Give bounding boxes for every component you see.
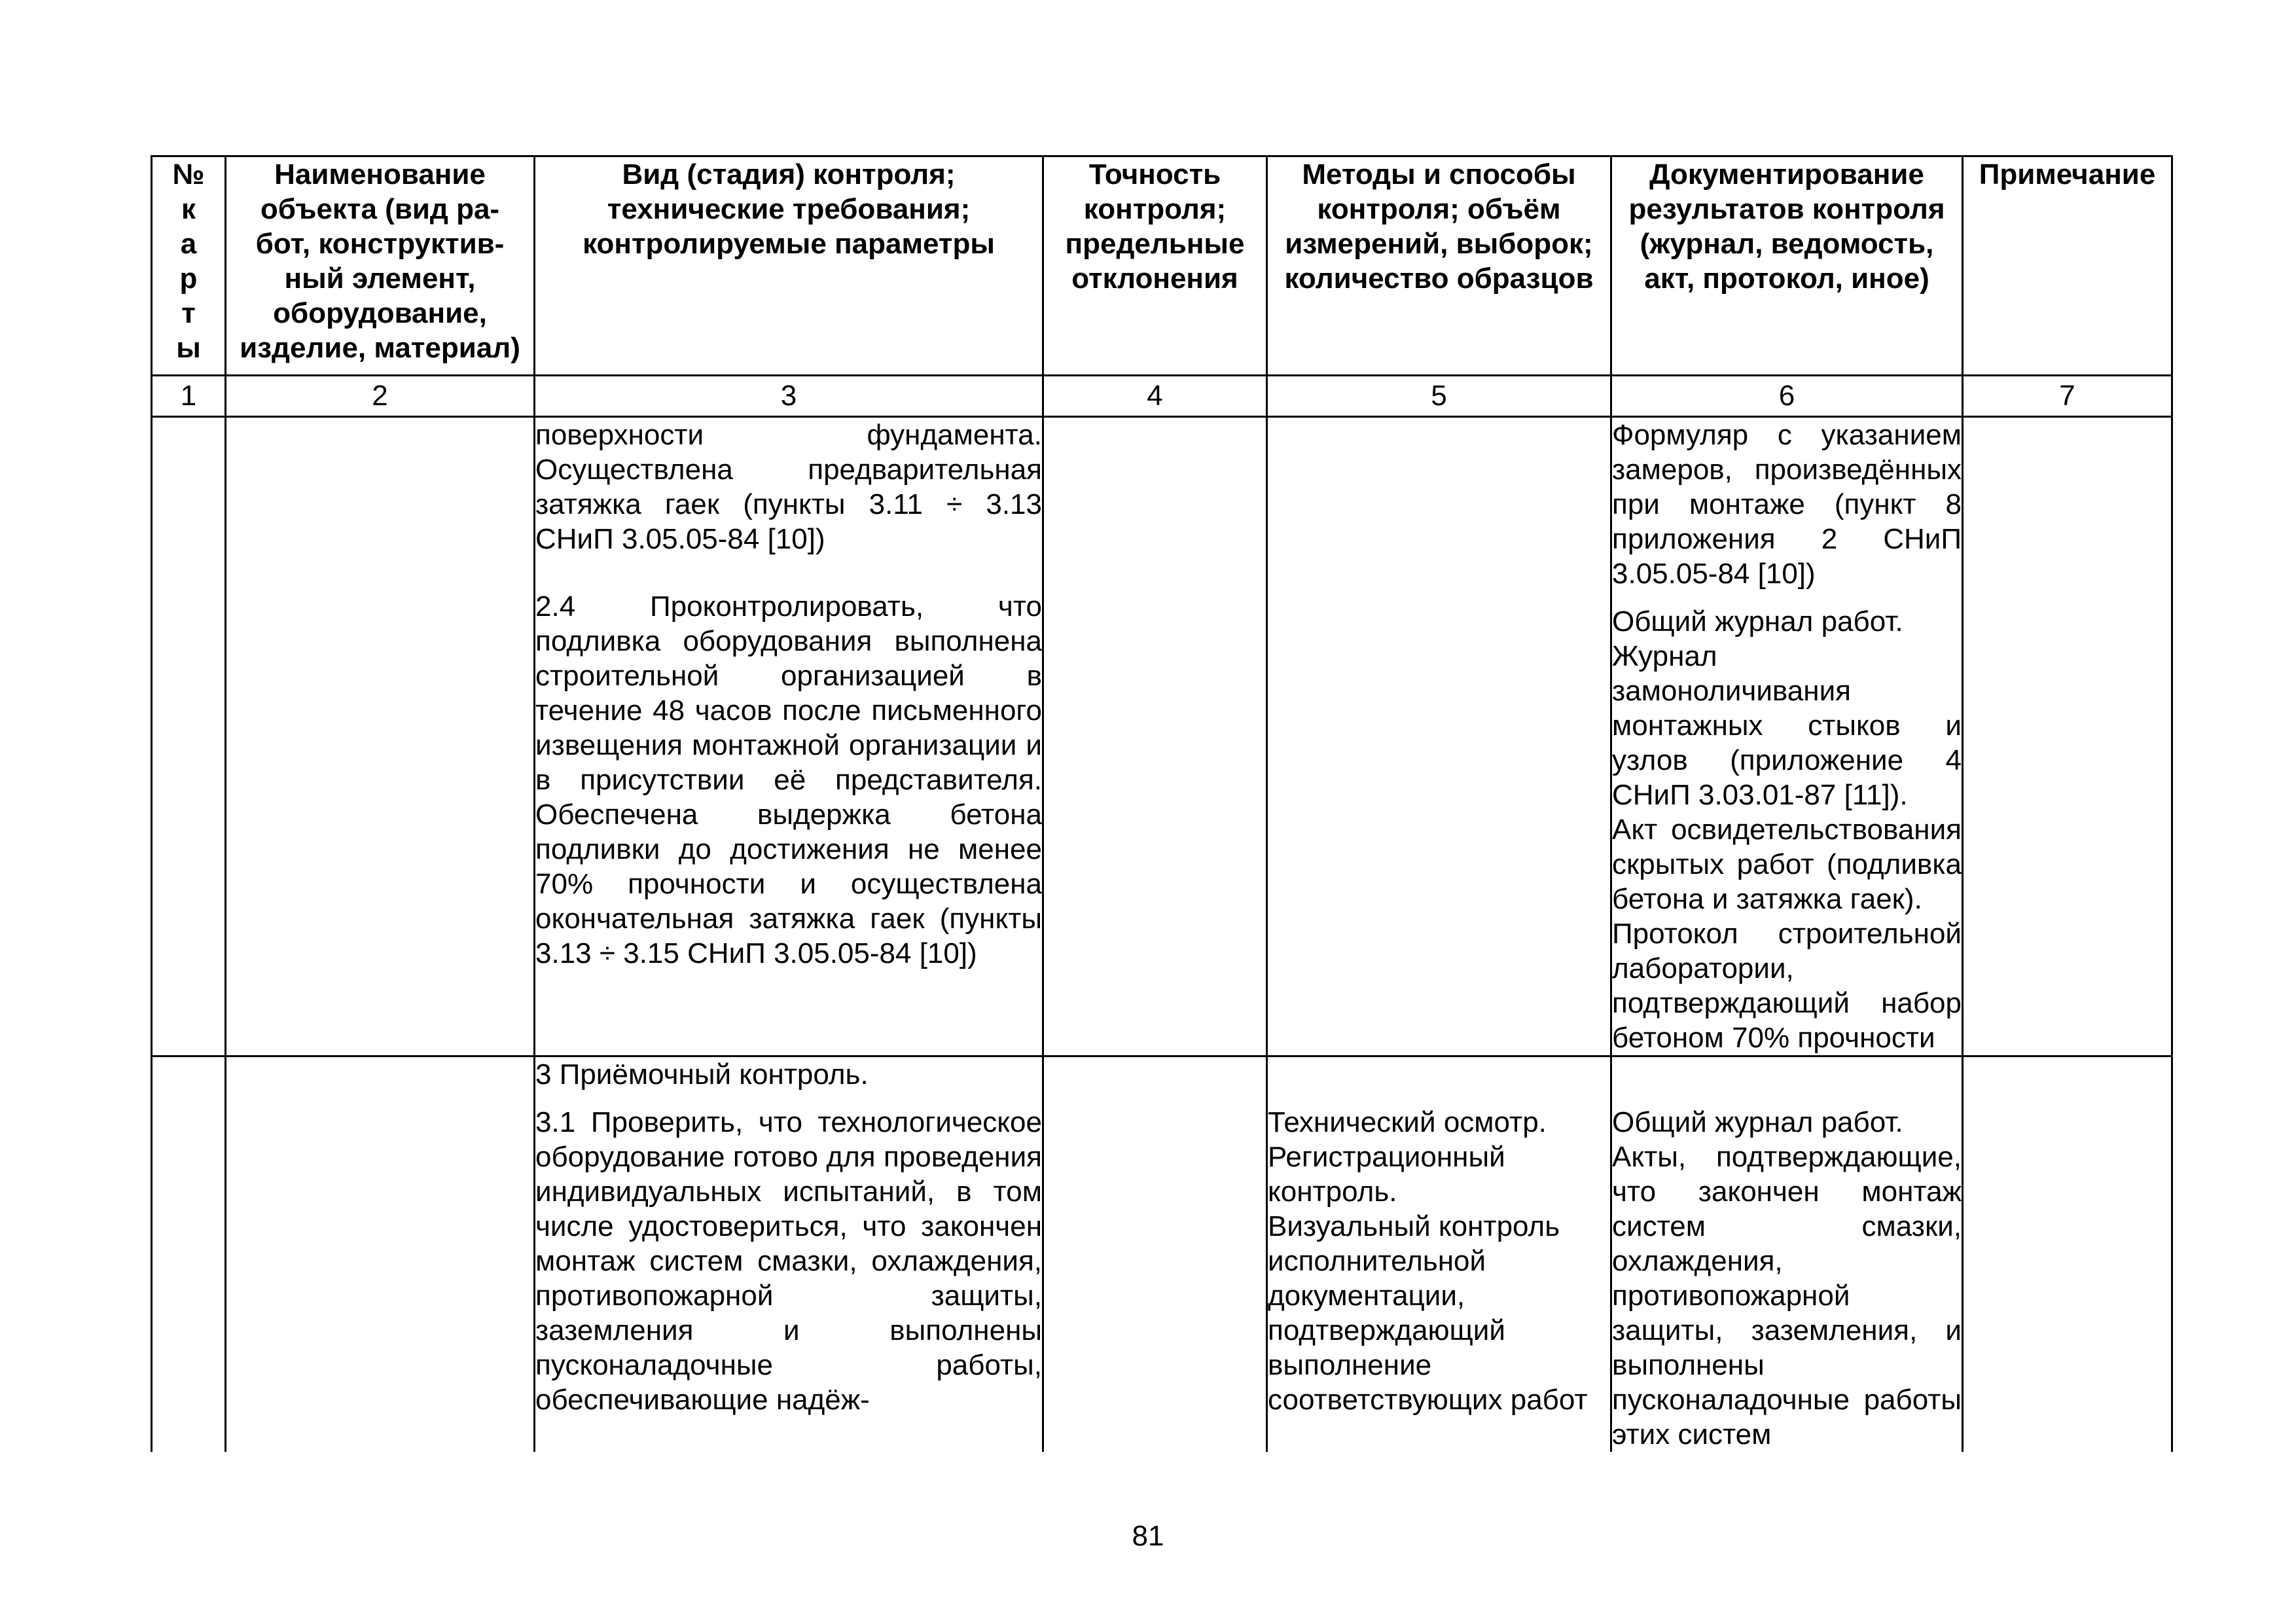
paragraph: Акты, подтверждающие, что закончен монтаж систем смазки, охлаждения, противопожарной защиты, заземления, и выполнены пусконаладочные работы этих систем xyxy=(1612,1141,1962,1451)
cell-control-type xyxy=(535,1056,1043,1453)
column-number: 1 xyxy=(152,376,226,417)
paragraph: Журнал замоноличивания монтажных стыков и узлов (приложение 4 СНиП 3.03.01-87 [11]). xyxy=(1612,640,1962,811)
header-card-number: № к а р т ы xyxy=(152,156,226,376)
page-number: 81 xyxy=(1132,1520,1164,1552)
paragraph: 3 Приёмочный контроль. xyxy=(535,1058,869,1091)
paragraph: 2.4 Проконтролировать, что подливка оборудования выполнена строительной организацией в течение 48 часов после письменного извещения монтажной организации и в присутствии её представителя. Обеспечена выдержка бетона подливки до достижения не менее 70% прочности и осуществлена окончательная затяжка гаек (пункты 3.13 ÷ 3.15 СНиП 3.05.05-84 [10]) xyxy=(535,590,1042,969)
table-row xyxy=(152,417,2172,1056)
header-note: Примечание xyxy=(1963,156,2172,376)
cell-control-type xyxy=(535,417,1043,1056)
paragraph: поверхности фундамента. Осуществлена предварительная затяжка гаек (пункты 3.11 ÷ 3.13 СНиП 3.05.05-84 [10]) xyxy=(535,419,1042,555)
paragraph: Акт освидетельствования скрытых работ (подливка бетона и затяжка гаек). xyxy=(1612,814,1962,915)
cell-accuracy xyxy=(1043,1056,1267,1453)
header-object-name: Наименование объекта (вид ра- бот, конструктив- ный элемент, оборудование, изделие, материал) xyxy=(226,156,535,376)
cell-accuracy xyxy=(1043,417,1267,1056)
table-row xyxy=(152,1056,2172,1453)
column-number: 7 xyxy=(1963,376,2172,417)
cell-card-number xyxy=(152,417,226,1056)
cell-methods xyxy=(1267,417,1611,1056)
cell-card-number xyxy=(152,1056,226,1453)
paragraph: Визуальный контроль исполнительной документации, подтверждающий выполнение соответствующих работ xyxy=(1268,1210,1588,1416)
paragraph: Формуляр с указанием замеров, произведённых при монтаже (пункт 8 приложения 2 СНиП 3.05.05-84 [10]) xyxy=(1612,419,1962,590)
paragraph: Общий журнал работ. xyxy=(1612,605,1903,638)
column-number: 3 xyxy=(535,376,1043,417)
header-accuracy: Точность контроля; предельные отклонения xyxy=(1043,156,1267,376)
cell-note xyxy=(1963,1056,2172,1453)
paragraph: Общий журнал работ. xyxy=(1612,1106,1903,1138)
header-methods: Методы и способы контроля; объём измерений, выборок; количество образцов xyxy=(1267,156,1611,376)
column-number: 4 xyxy=(1043,376,1267,417)
table-header-row xyxy=(152,156,2172,376)
paragraph: Протокол строительной лаборатории, подтверждающий набор бетоном 70% прочности xyxy=(1612,918,1962,1054)
column-number: 5 xyxy=(1267,376,1611,417)
column-number: 6 xyxy=(1611,376,1963,417)
column-number-row xyxy=(152,376,2172,417)
cell-methods xyxy=(1267,1056,1611,1453)
paragraph: Технический осмотр. xyxy=(1268,1106,1547,1138)
cell-object-name xyxy=(226,417,535,1056)
paragraph: 3.1 Проверить, что технологическое оборудование готово для проведения индивидуальных испытаний, в том числе удостовериться, что закончен монтаж систем смазки, охлаждения, противопожарной защиты, заземления и выполнены пусконаладочные работы, обеспечивающие надёж- xyxy=(535,1106,1042,1416)
header-documentation: Документирование результатов контроля (журнал, ведомость, акт, протокол, иное) xyxy=(1611,156,1963,376)
cell-note xyxy=(1963,417,2172,1056)
header-control-type: Вид (стадия) контроля; технические требования; контролируемые параметры xyxy=(535,156,1043,376)
column-number: 2 xyxy=(226,376,535,417)
cell-documentation xyxy=(1611,1056,1963,1453)
paragraph: Регистрационный контроль. xyxy=(1268,1141,1505,1208)
cell-documentation xyxy=(1611,417,1963,1056)
cell-object-name xyxy=(226,1056,535,1453)
control-table xyxy=(151,155,2173,1452)
